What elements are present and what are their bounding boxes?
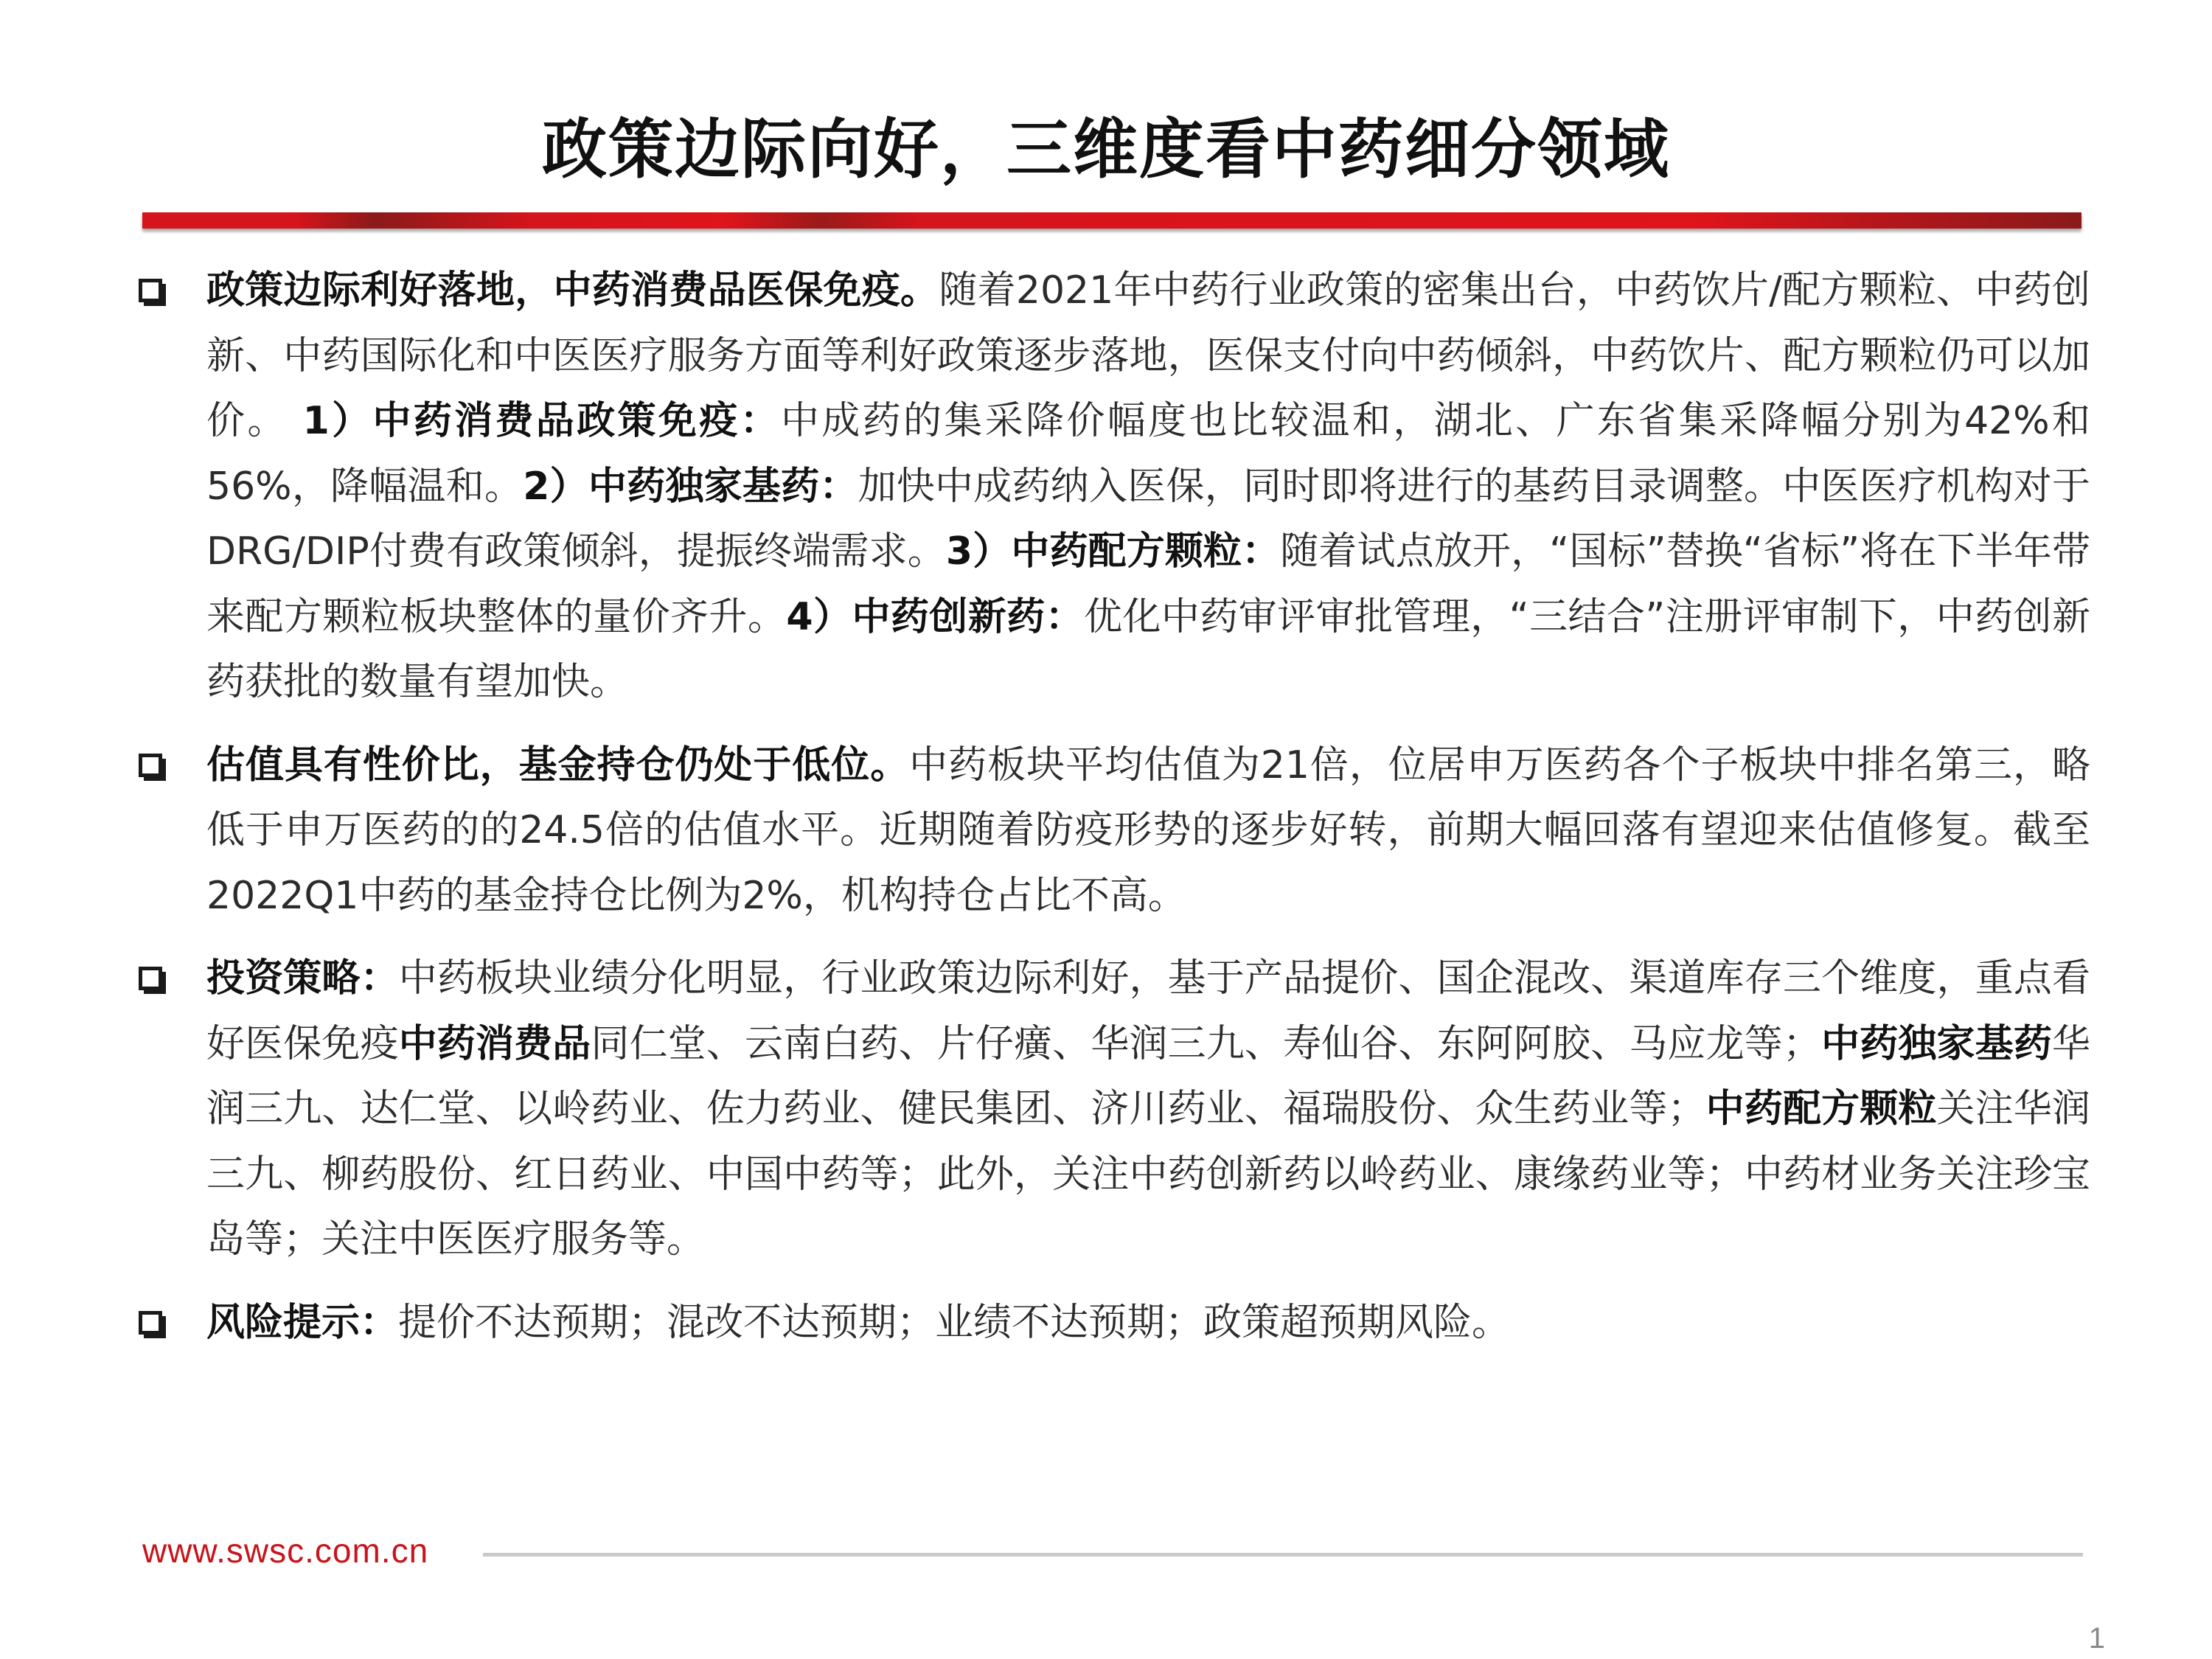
item-text: 优化中药审评审批管理，“三结合”注册评审制下，中药创新药获批的数量有望加快。 (206, 594, 2090, 704)
item-lead: 估值具有性价比，基金持仓仍处于低位。 (206, 742, 910, 787)
checkbox-square-icon (139, 754, 162, 777)
footer-divider (483, 1553, 2083, 1557)
item-lead: 投资策略： (206, 956, 399, 1001)
bullet-item-risk (136, 1290, 2090, 1356)
item-text: 随着试点放开，“国标”替换“省标”将在下半年带来配方颗粒板块整体的量价齐升。 (206, 529, 2090, 639)
item-text: 加快中成药纳入医保，同时即将进行的基药目录调整。中医医疗机构对于DRG/DIP付费有政策倾斜，提振终端需求。 (206, 464, 2090, 574)
checkbox-square-icon (139, 279, 162, 302)
item-text: 中药板块业绩分化明显，行业政策边际利好，基于产品提价、国企混改、渠道库存三个维度，重点看好医保免疫 (206, 956, 2090, 1066)
item-bold: 1）中药消费品政策免疫： (302, 399, 781, 443)
checkbox-square-icon (139, 967, 162, 990)
item-lead: 风险提示： (206, 1300, 399, 1345)
item-text: 随着2021年中药行业政策的密集出台，中药饮片/配方颗粒、中药创新、中药国际化和中医医疗服务方面等利好政策逐步落地，医保支付向中药倾斜，中药饮片、配方颗粒仍可以加价。 (206, 268, 2090, 443)
page-number: 1 (2088, 1622, 2105, 1655)
item-text: 华润三九、达仁堂、以岭药业、佐力药业、健民集团、济川药业、福瑞股份、众生药业等； (206, 1021, 2090, 1131)
item-bold: 2）中药独家基药： (523, 464, 858, 509)
item-bold: 3）中药配方颗粒： (945, 529, 1281, 574)
content-body (136, 258, 2090, 1373)
footer-website-link[interactable]: www.swsc.com.cn (142, 1531, 429, 1570)
bullet-item-strategy (136, 946, 2090, 1273)
item-text: 关注华润三九、柳药股份、红日药业、中国中药等；此外，关注中药创新药以岭药业、康缘药业等；中药材业务关注珍宝岛等；关注中医医疗服务等。 (206, 1087, 2090, 1262)
item-lead: 政策边际利好落地，中药消费品医保免疫。 (206, 268, 939, 313)
item-bold: 中药配方颗粒 (1705, 1087, 1937, 1131)
item-bold: 4）中药创新药： (786, 594, 1085, 639)
title-underline-bar (142, 212, 2081, 229)
item-text: 中药板块平均估值为21倍，位居申万医药各个子板块中排名第三，略低于申万医药的的24.5倍的估值水平。近期随着防疫形势的逐步好转，前期大幅回落有望迎来估值修复。截至2022Q1中药的基金持仓比例为2%，机构持仓占比不高。 (206, 742, 2090, 918)
page-title: 政策边际向好，三维度看中药细分领域 (541, 111, 1670, 187)
item-text: 同仁堂、云南白药、片仔癀、华润三九、寿仙谷、东阿阿胶、马应龙等； (591, 1021, 1821, 1066)
checkbox-square-icon (139, 1311, 162, 1335)
bullet-item-policy (136, 258, 2090, 715)
item-text: 提价不达预期；混改不达预期；业绩不达预期；政策超预期风险。 (398, 1300, 1511, 1345)
item-text: 中成药的集采降价幅度也比较温和，湖北、广东省集采降幅分别为42%和56%，降幅温和。 (206, 399, 2090, 509)
bullet-item-valuation (136, 733, 2090, 929)
item-bold: 中药消费品 (398, 1021, 591, 1066)
item-bold: 中药独家基药 (1820, 1021, 2052, 1066)
